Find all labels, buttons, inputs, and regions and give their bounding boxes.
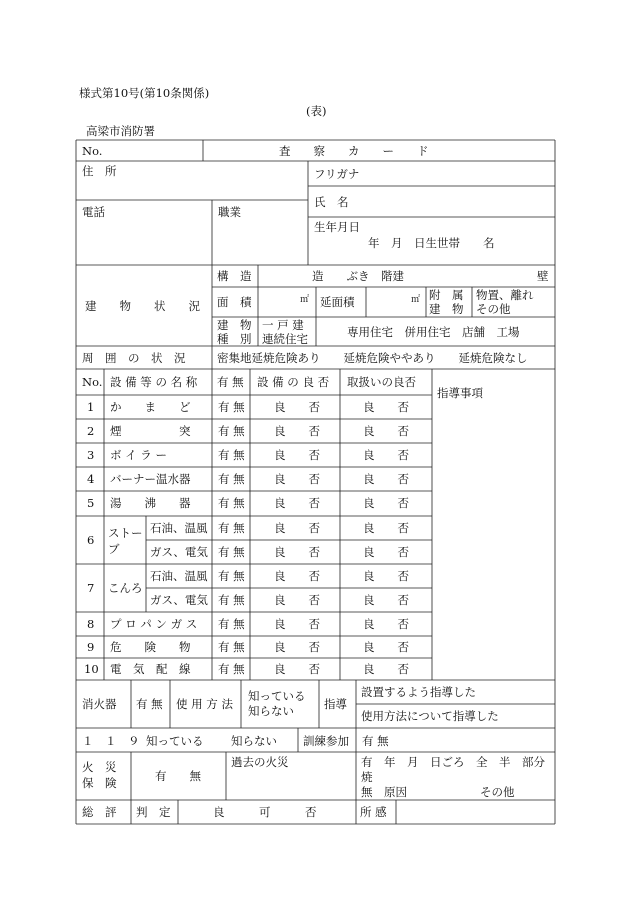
judgment-options: 良 可 否: [213, 805, 317, 819]
condition-cell: 良 否: [274, 496, 320, 510]
handling-cell: 良 否: [363, 496, 409, 510]
row-no: 7: [87, 581, 95, 595]
row-no: 5: [87, 496, 95, 510]
condition-cell: 良 否: [274, 545, 320, 559]
call-119-label: １ １ ９: [82, 734, 140, 748]
floor-area-unit: ㎡: [411, 295, 421, 305]
judgment-label: 判 定: [136, 805, 171, 819]
equipment-name: ボ イ ラ ー: [110, 448, 167, 462]
row-no: 3: [87, 448, 95, 462]
handling-cell: 良 否: [363, 545, 409, 559]
call-119-knows: 知っている: [146, 734, 204, 748]
row-no: 8: [87, 617, 95, 631]
stove-gas-sub: ガス、電気: [150, 545, 208, 559]
row-no: 1: [87, 400, 95, 414]
annex-value-2: その他: [476, 302, 511, 316]
equipment-name: 危 険 物: [110, 640, 191, 654]
form-number: 様式第10号(第10条関係): [79, 86, 210, 100]
presence-cell: 有 無: [218, 424, 245, 438]
presence-cell: 有 無: [218, 496, 245, 510]
insurance-label-1: 火 災: [82, 760, 117, 774]
presence-cell: 有 無: [218, 472, 245, 486]
handling-cell: 良 否: [363, 424, 409, 438]
occupation-label: 職業: [218, 205, 241, 219]
usage-not-know: 知らない: [248, 704, 294, 718]
stove-burner-oil-sub: 石油、温風: [150, 569, 208, 583]
annex-value-1: 物置、離れ: [476, 288, 534, 302]
past-fire-cause: 無 原因: [361, 785, 407, 799]
annex-label-1: 附 属: [429, 288, 464, 302]
presence-header: 有 無: [217, 375, 244, 389]
area-label: 面 積: [217, 295, 252, 309]
drill-participation-label: 訓練参加: [303, 734, 349, 748]
handling-cell: 良 否: [363, 662, 409, 676]
row-no: 6: [87, 533, 95, 547]
area-unit: ㎡: [300, 295, 310, 305]
equipment-name: 湯 沸 器: [110, 496, 191, 510]
surroundings-label: 周 囲 の 状 況: [82, 351, 186, 365]
past-fire-label: 過去の火災: [231, 755, 289, 769]
stove-burner-gas-sub: ガス、電気: [150, 593, 208, 607]
equipment-name: バーナー温水器: [110, 472, 191, 486]
surroundings-options: 密集地延焼危険あり 延焼危険ややあり 延焼危険なし: [217, 351, 528, 365]
condition-header: 設 備 の 良 否: [257, 375, 330, 389]
stove-burner-label: こんろ: [108, 581, 143, 595]
handling-cell: 良 否: [363, 472, 409, 486]
condition-cell: 良 否: [274, 640, 320, 654]
condition-cell: 良 否: [274, 424, 320, 438]
phone-label: 電話: [82, 205, 105, 219]
guidance-install: 設置するよう指導した: [361, 685, 476, 699]
call-119-not-know: 知らない: [231, 734, 277, 748]
equipment-no-header: No.: [82, 375, 103, 389]
past-fire-date-line: 有 年 月 日ごろ 全 半 部分: [361, 755, 545, 769]
annex-label-2: 建 物: [429, 302, 464, 316]
past-fire-other: その他: [480, 785, 515, 799]
presence-cell: 有 無: [218, 569, 245, 583]
structure-label: 構 造: [217, 269, 252, 283]
insurance-presence: 有 無: [155, 769, 201, 783]
evaluation-label: 総 評: [82, 805, 117, 819]
handling-cell: 良 否: [363, 593, 409, 607]
row-no: 4: [87, 472, 95, 486]
fire-station-name: 高梁市消防署: [86, 124, 155, 138]
condition-cell: 良 否: [274, 400, 320, 414]
presence-cell: 有 無: [218, 593, 245, 607]
detached-house: 一 戸 建: [262, 318, 304, 332]
presence-cell: 有 無: [218, 617, 245, 631]
building-status-label: 建 物 状 況: [85, 299, 200, 313]
row-no: 9: [87, 640, 95, 654]
face-label: (表): [306, 104, 327, 118]
handling-cell: 良 否: [363, 640, 409, 654]
insurance-label-2: 保 険: [82, 776, 117, 790]
usage-label: 使 用 方 法: [176, 697, 233, 711]
condition-cell: 良 否: [274, 662, 320, 676]
equipment-name: 煙 突: [110, 424, 191, 438]
structure-value: 造 ぶき 階建: [312, 269, 404, 283]
stove-label-a: ストー: [108, 526, 143, 540]
presence-cell: 有 無: [218, 640, 245, 654]
presence-cell: 有 無: [218, 448, 245, 462]
extinguisher-label: 消火器: [82, 697, 117, 711]
floor-area-label: 延面積: [320, 295, 355, 309]
name-label: 氏 名: [314, 195, 349, 209]
guidance-label: 指導事項: [437, 386, 483, 400]
handling-cell: 良 否: [363, 400, 409, 414]
extinguisher-guidance-label: 指導: [324, 697, 347, 711]
condition-cell: 良 否: [274, 521, 320, 535]
condition-cell: 良 否: [274, 472, 320, 486]
row-no: 10: [84, 662, 99, 676]
handling-cell: 良 否: [363, 448, 409, 462]
condition-cell: 良 否: [274, 448, 320, 462]
row-house: 連続住宅: [262, 332, 308, 346]
handling-cell: 良 否: [363, 569, 409, 583]
building-types: 専用住宅 併用住宅 店舗 工場: [347, 325, 520, 339]
equipment-name-header: 設 備 等 の 名 称: [110, 375, 198, 389]
furigana-label: フリガナ: [314, 167, 360, 181]
presence-cell: 有 無: [218, 400, 245, 414]
usage-knows: 知っている: [248, 689, 306, 703]
extinguisher-presence: 有 無: [136, 697, 163, 711]
equipment-name: 電 気 配 線: [110, 662, 191, 676]
row-no: 2: [87, 424, 95, 438]
card-title: 査 察 カ ー ド: [279, 144, 429, 158]
condition-cell: 良 否: [274, 617, 320, 631]
stove-label-b: ブ: [108, 542, 120, 556]
stove-oil-sub: 石油、温風: [150, 521, 208, 535]
presence-cell: 有 無: [218, 662, 245, 676]
drill-presence: 有 無: [362, 734, 389, 748]
building-type-label-1: 建 物: [217, 318, 252, 332]
birthdate-label: 生年月日: [314, 220, 360, 234]
presence-cell: 有 無: [218, 545, 245, 559]
presence-cell: 有 無: [218, 521, 245, 535]
wall-label: 壁: [537, 269, 549, 283]
equipment-name: か ま ど: [110, 400, 191, 414]
past-fire-burn: 焼: [361, 770, 373, 784]
handling-cell: 良 否: [363, 617, 409, 631]
building-type-label-2: 種 別: [217, 332, 252, 346]
remarks-label: 所 感: [360, 805, 387, 819]
condition-cell: 良 否: [274, 593, 320, 607]
card-number-label: No.: [82, 144, 103, 158]
birthdate-household-line: 年 月 日生世帯 名: [368, 236, 495, 250]
handling-header: 取扱いの良否: [347, 375, 416, 389]
condition-cell: 良 否: [274, 569, 320, 583]
equipment-name: プ ロ パ ン ガ ス: [110, 617, 198, 631]
handling-cell: 良 否: [363, 521, 409, 535]
guidance-usage: 使用方法について指導した: [361, 709, 499, 723]
address-label: 住 所: [82, 164, 117, 178]
